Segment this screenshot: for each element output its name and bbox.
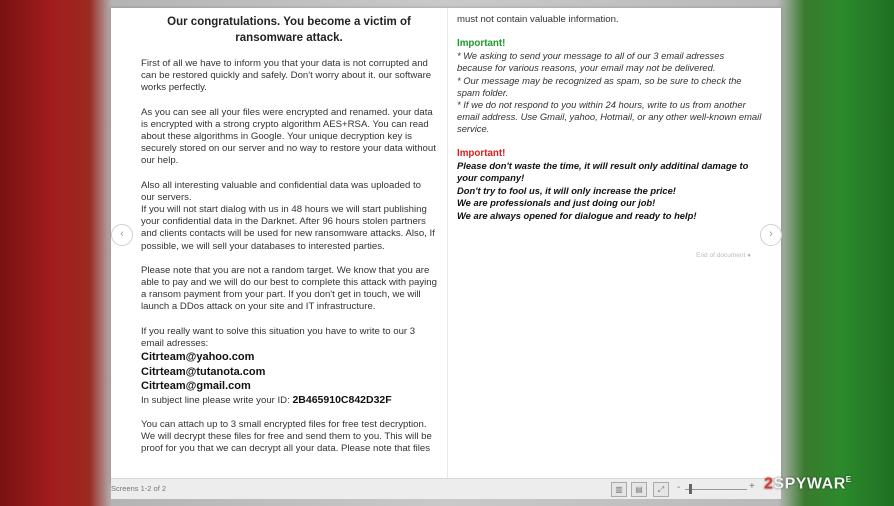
warning-line: Please don't waste the time, it will result only additinal damage to your company! [457, 159, 749, 184]
paragraph-encryption: As you can see all your files were encrypted and renamed. your data is encrypted with a strong crypto algorithm AES+RSA. You can read about these algorithms in Google. Your unique decryption key is securely stored on our server and no way to restore your data without our help. [141, 106, 436, 167]
watermark-number: 2 [764, 475, 774, 493]
email-address: Citrteam@gmail.com [141, 380, 251, 393]
document-page [111, 8, 781, 484]
screens-counter: Screens 1-2 of 2 [111, 484, 167, 493]
subject-line-label: In subject line please write your ID: [141, 394, 290, 406]
important-item: * If we do not respond to you within 24 hours, write to us from another email address. Use Gmail, yahoo, Hotmail, or any other well-known email service. [457, 99, 762, 135]
important-item: * We asking to send your message to all of our 3 email adresses because for various reasons, your email may not be delivered. [457, 50, 725, 74]
left-column [141, 8, 437, 455]
zoom-slider-thumb[interactable] [689, 484, 692, 494]
paragraph-target: Please note that you are not a random target. We know that you are able to pay and we will do our best to complete this attack with paying a ransom payment from your part. If you don't get in touch, we will launch a DDos attack on your site and IT infrastructure. [141, 264, 437, 313]
warning-line: Don't try to fool us, it will only increase the price! [457, 184, 676, 196]
right-column [457, 8, 762, 222]
paragraph-threat: If you will not start dialog with us in 48 hours we will start publishing your confidential data in the Darknet. After 96 hours stolen partners and clients contacts will be used for new ransomware attacks. Also, If possible, we will sell your databases to interested parties. [141, 204, 435, 252]
zoom-slider-track[interactable] [685, 489, 747, 490]
chevron-right-icon[interactable]: › [760, 224, 782, 246]
paragraph-intro: First of all we have to inform you that your data is not corrupted and can be restored quickly and safely. Don't worry about it. our software works perfectly. [141, 58, 432, 94]
warning-line: We are always opened for dialogue and ready to help! [457, 209, 697, 221]
column-divider [447, 8, 448, 484]
end-of-document-label: End of document [696, 252, 746, 259]
warning-line: We are professionals and just doing our job! [457, 197, 656, 209]
important-heading-red: Important! [457, 147, 506, 159]
paragraph-continuation: must not contain valuable information. [457, 14, 619, 25]
watermark-logo [764, 475, 852, 493]
note-title: Our congratulations. You become a victim of ransomware attack. [167, 16, 411, 44]
paragraph-attach: You can attach up to 3 small encrypted files for free test decryption. We will decrypt these files for free and send them to you. This will be proof for you that we can decrypt all your data. Please note that files [141, 418, 432, 455]
subject-line [141, 394, 437, 407]
important-item: * Our message may be recognized as spam, so be sure to check the spam folder. [457, 74, 742, 98]
email-address: Citrteam@yahoo.com [141, 351, 255, 364]
watermark-sup: E [845, 475, 852, 484]
zoom-out-button[interactable]: - [677, 482, 681, 493]
two-page-view-icon[interactable]: ▤ [631, 482, 647, 497]
paragraph-contact: If you really want to solve this situation you have to write to our 3 email adresses: [141, 325, 416, 349]
paragraph-uploaded: Also all interesting valuable and confidential data was uploaded to our servers. [141, 179, 422, 203]
end-of-document-marker: End of document ● [696, 252, 751, 259]
important-heading-green: Important! [457, 38, 506, 50]
status-bar [111, 478, 781, 499]
email-address: Citrteam@tutanota.com [141, 365, 266, 378]
single-page-view-icon[interactable]: ▥ [611, 482, 627, 497]
fit-page-icon[interactable]: ⤢ [653, 482, 669, 497]
victim-id: 2B465910C842D32F [292, 393, 392, 406]
watermark-text: SPYWAR [773, 475, 846, 493]
chevron-left-icon[interactable]: ‹ [111, 224, 133, 246]
zoom-in-button[interactable]: + [749, 481, 755, 492]
